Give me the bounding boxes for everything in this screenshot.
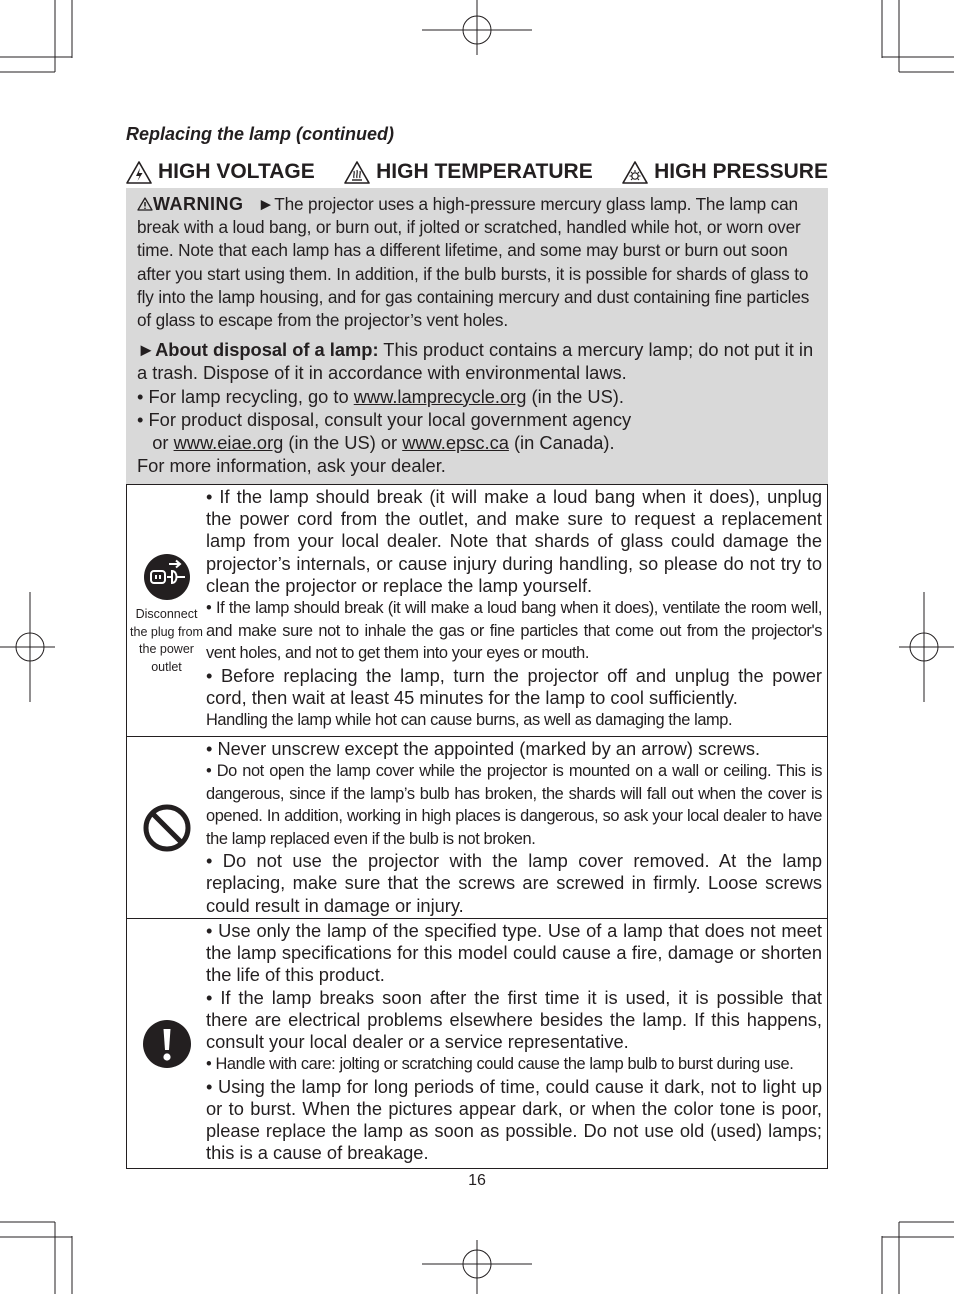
warning-triangle-icon — [137, 197, 153, 211]
high-pressure-icon — [622, 161, 648, 184]
more-info-text: For more information, ask your dealer. — [137, 455, 446, 477]
table-row — [127, 736, 827, 918]
recycle-prefix: • For lamp recycling, go to — [137, 385, 354, 407]
warning-paragraph — [137, 193, 818, 332]
paragraph: • If the lamp should break (it will make a loud bang when it does), unplug the power cord from the outlet, and make sure to request a replacement lamp from your local dealer. Note that shards of glass could damage the projector’s internals, or cause injury during handling, so please do not try to clean the projector or replace the lamp yourself. — [206, 486, 822, 596]
eiae-link[interactable]: www.eiae.org — [173, 432, 284, 454]
paragraph: • Never unscrew except the appointed (marked by an arrow) screws. — [206, 738, 761, 759]
warning-text: The projector uses a high-pressure mercury glass lamp. The lamp can break with a loud bang, or burn out, if jolted or scratched, handled while hot, or worn over time. Note that each lamp has a different lifetime, and some may burst or burn out soon after you start using them. In addition, if the bulb bursts, it is possible for shards of glass to fly into the lamp housing, and for gas containing mercury and dust containing fine particles of glass to escape from the projector’s vent holes. — [137, 194, 810, 331]
row-icon-cell — [127, 919, 206, 1168]
product-suffix: (in Canada). — [508, 432, 615, 454]
icon-caption: Disconnect the plug from the power outlet — [130, 607, 203, 674]
arrow-glyph: ► — [257, 194, 275, 214]
row-text-cell — [206, 737, 827, 918]
paragraph: • Handle with care: jolting or scratching could cause the lamp bulb to burst during use. — [206, 1055, 794, 1074]
warning-label: WARNING — [153, 194, 244, 214]
product-or: or — [137, 432, 174, 454]
row-text-cell — [206, 919, 827, 1168]
recycle-suffix: (in the US). — [526, 385, 624, 407]
product-disposal-line: • For product disposal, consult your local government agency — [137, 408, 632, 430]
high-voltage-icon — [126, 161, 152, 184]
table-row — [127, 485, 827, 736]
hazard-label: HIGH VOLTAGE — [158, 160, 315, 183]
hazard-high-voltage — [126, 160, 315, 184]
hazard-label: HIGH PRESSURE — [654, 160, 828, 183]
section-title: Replacing the lamp (continued) — [126, 124, 395, 144]
paragraph: • If the lamp should break (it will make a loud bang when it does), ventilate the room well, and make sure not to inhale the gas or fine particles that come out from the projector's vent holes, and not to get them into your eyes or mouth. — [206, 599, 822, 663]
disposal-text: This product contains a mercury lamp; do not put it in a trash. Dispose of it in accordance with environmental laws. — [137, 339, 814, 384]
warning-box — [126, 188, 828, 484]
table-row — [127, 918, 827, 1168]
hazard-high-pressure — [622, 160, 828, 184]
paragraph: • Use only the lamp of the specified type. Use of a lamp that does not meet the lamp specifications for this model could cause a fire, damage or shorten the life of this product. — [206, 920, 822, 986]
lamprecycle-link[interactable]: www.lamprecycle.org — [353, 385, 527, 407]
hazard-labels — [126, 157, 828, 187]
hazard-label: HIGH TEMPERATURE — [376, 160, 593, 183]
mandatory-action-icon — [142, 1019, 192, 1069]
disposal-heading: ►About disposal of a lamp: — [137, 339, 379, 361]
paragraph: • Do not use the projector with the lamp cover removed. At the lamp replacing, make sure that the screws are screwed in firmly. Loose screws could result in damage or injury. — [206, 850, 822, 916]
hazard-high-temperature — [344, 160, 593, 184]
product-mid: (in the US) or — [283, 432, 403, 454]
epsc-link[interactable]: www.epsc.ca — [402, 432, 509, 454]
disconnect-plug-icon — [143, 553, 191, 601]
high-temperature-icon — [344, 161, 370, 184]
row-text-cell — [206, 485, 827, 736]
disposal-paragraph — [137, 338, 818, 477]
paragraph: • Using the lamp for long periods of time, could cause it dark, not to light up or to burst. When the pictures appear dark, or when the color tone is poor, please replace the lamp as soon as possible. Do not use old (used) lamps; this is a cause of breakage. — [206, 1075, 822, 1164]
row-icon-cell — [127, 485, 206, 736]
row-icon-cell — [127, 737, 206, 918]
page-number: 16 — [468, 1172, 486, 1189]
paragraph: • Before replacing the lamp, turn the projector off and unplug the power cord, then wait at least 45 minutes for the lamp to cool sufficiently. — [206, 664, 822, 708]
safety-table — [126, 484, 828, 1169]
paragraph: Handling the lamp while hot can cause burns, as well as damaging the lamp. — [206, 710, 733, 729]
prohibited-icon — [142, 803, 192, 853]
paragraph: • Do not open the lamp cover while the projector is mounted on a wall or ceiling. This is dangerous, since if the lamp’s bulb has broken, the shards will fall out when the cover is opened. In addition, working in high places is dangerous, so ask your local dealer to have the lamp replaced even if the bulb is not broken. — [206, 762, 822, 848]
paragraph: • If the lamp breaks soon after the first time it is used, it is possible that there are electrical problems elsewhere besides the lamp. If this happens, consult your local dealer or a service representative. — [206, 986, 822, 1053]
